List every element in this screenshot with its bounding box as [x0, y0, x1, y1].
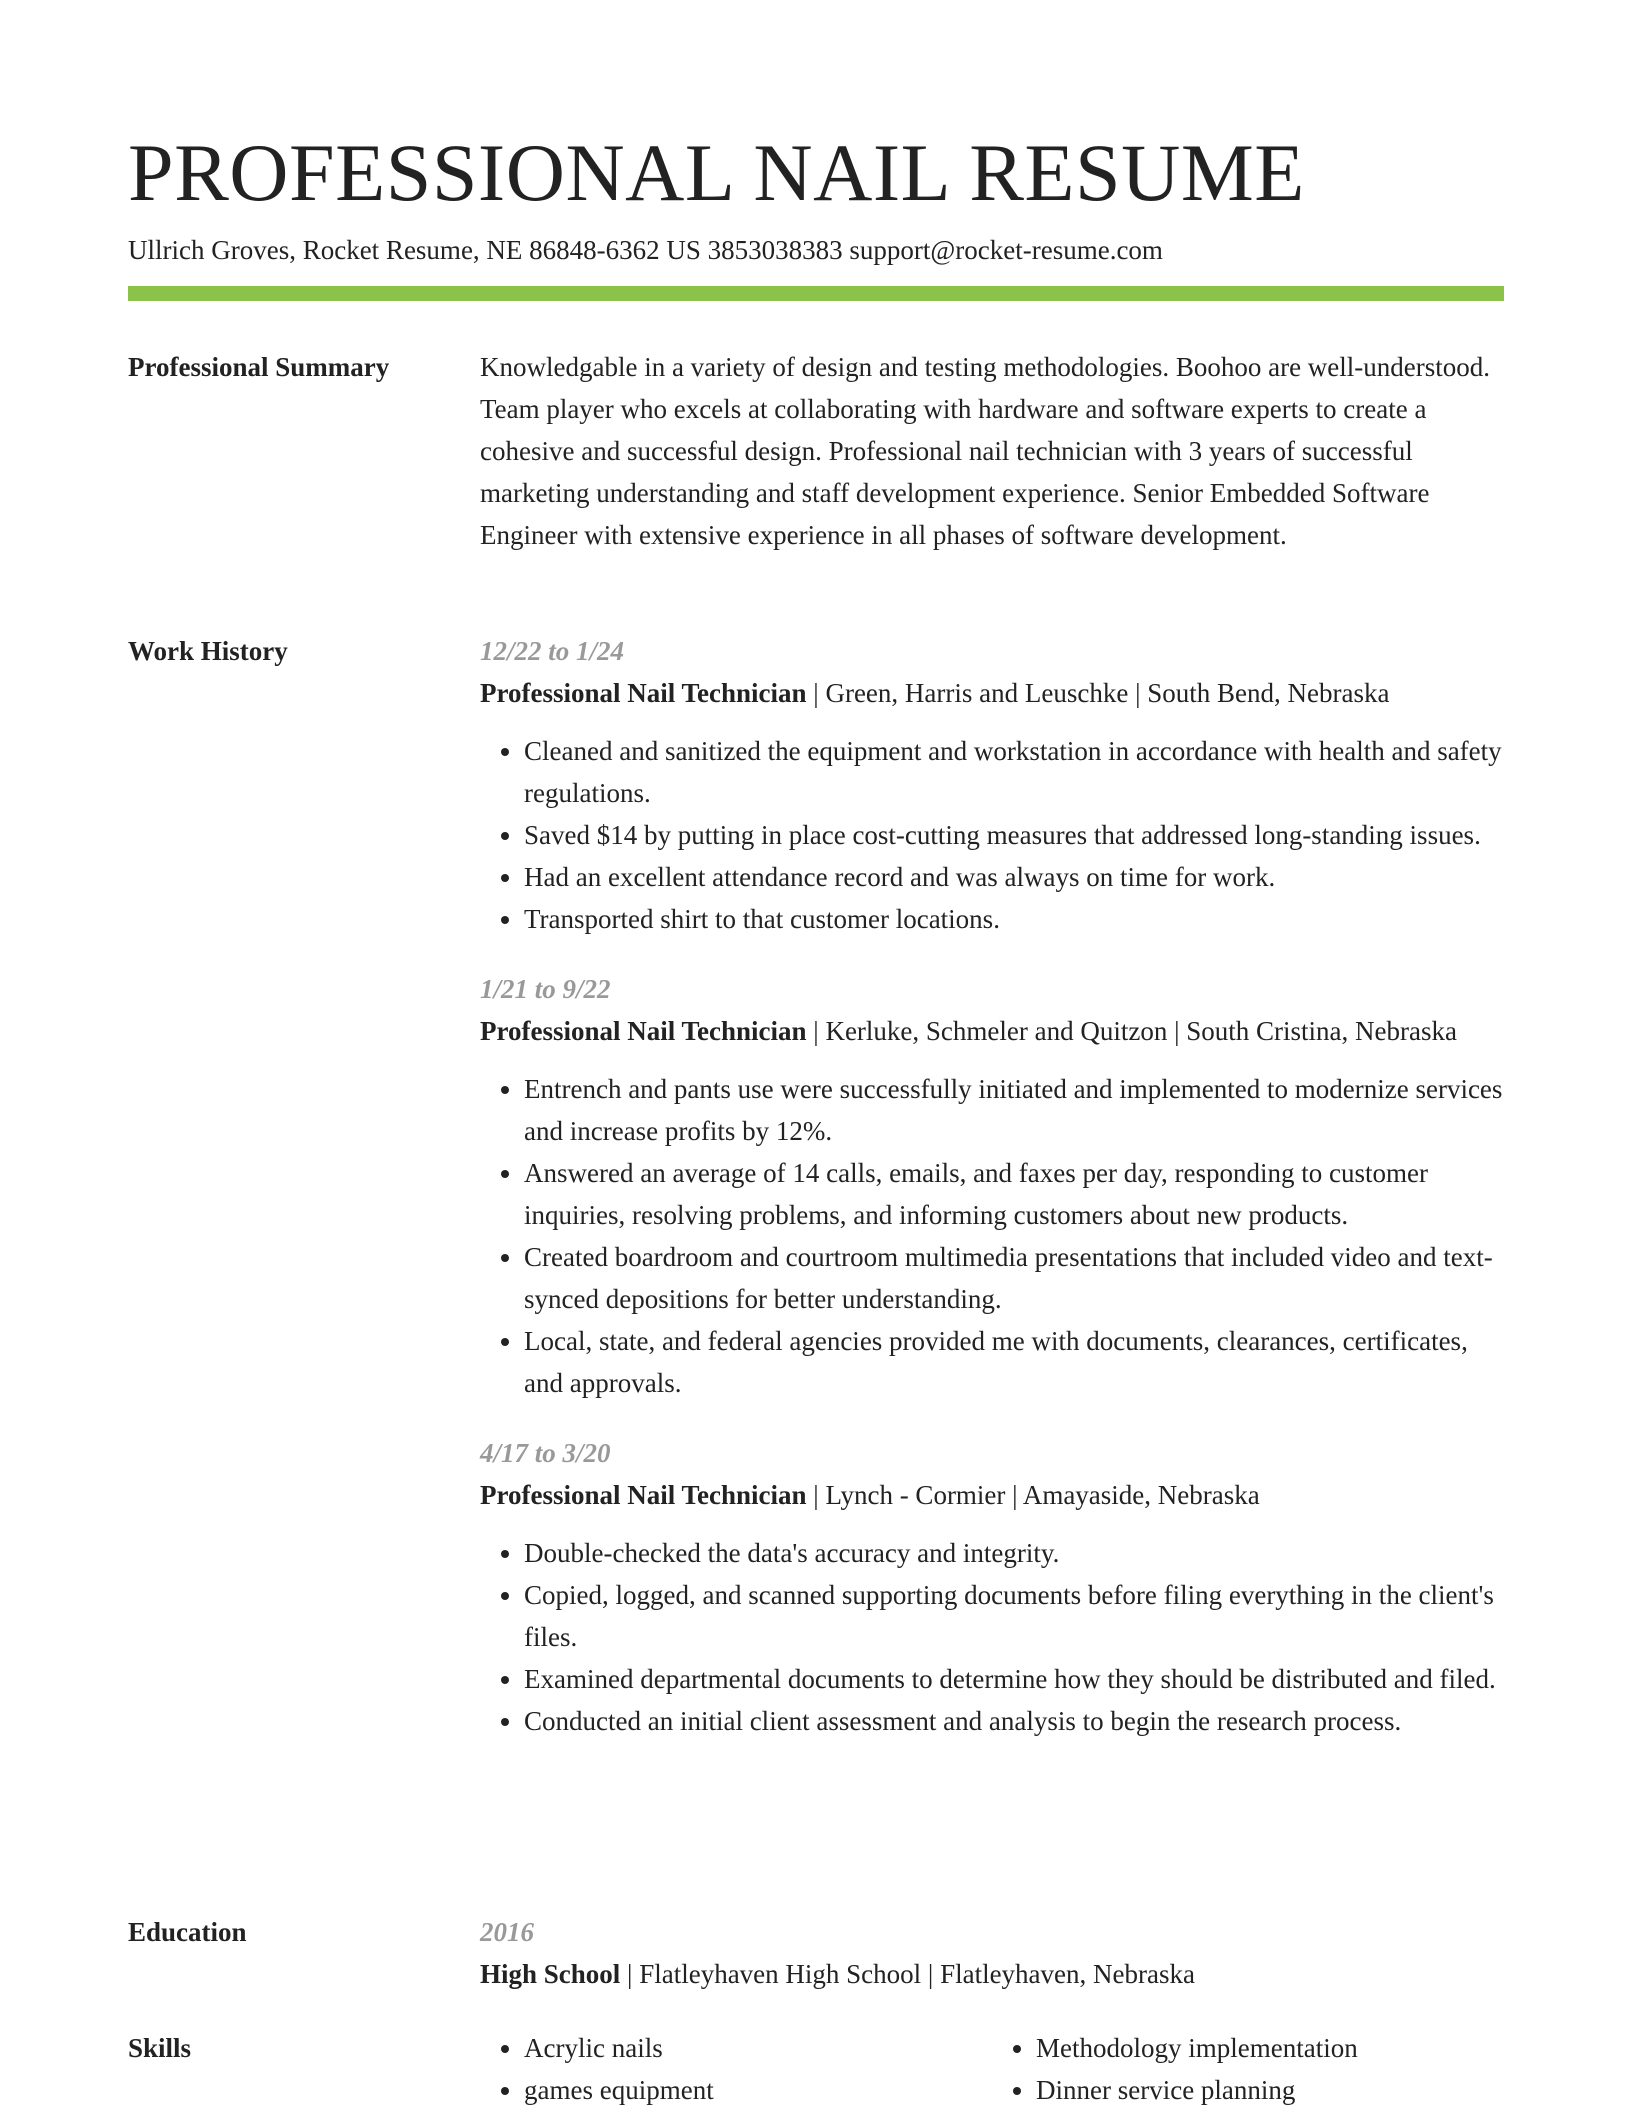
job-bullet: • Cleaned and sanitized the equipment and workstation in accordance with health and safety regulations. [524, 730, 1504, 814]
job-title: Professional Nail Technician [480, 678, 807, 708]
skills-body [480, 2027, 1504, 2111]
skills-columns [480, 2027, 1504, 2111]
job-heading [480, 1010, 1504, 1052]
resume-title: PROFESSIONAL NAIL RESUME [128, 127, 1305, 218]
job-heading [480, 1474, 1504, 1516]
job-employer-location: | Green, Harris and Leuschke | South Bend, Nebraska [806, 678, 1390, 708]
job-dates: 12/22 to 1/24 [480, 636, 625, 666]
job-bullet-list [480, 1532, 1504, 1742]
summary-label: Professional Summary [128, 352, 390, 382]
job-bullet-list [480, 1068, 1504, 1404]
work-history-body [480, 630, 1504, 1772]
job-bullet: • Transported shirt to that customer locations. [524, 898, 1504, 940]
education-school-location: | Flatleyhaven High School | Flatleyhaven, Nebraska [620, 1959, 1195, 1989]
skills-label: Skills [128, 2033, 192, 2063]
job-bullet: • Entrench and pants use were successfully initiated and implemented to modernize services and increase profits by 12%. [524, 1068, 1504, 1152]
job-title: Professional Nail Technician [480, 1016, 807, 1046]
job-employer-location: | Kerluke, Schmeler and Quitzon | South Cristina, Nebraska [806, 1016, 1457, 1046]
summary-body [480, 346, 1504, 556]
education-heading [480, 1953, 1504, 1995]
job-bullet: • Local, state, and federal agencies provided me with documents, clearances, certificates, and approvals. [524, 1320, 1504, 1404]
education-label: Education [128, 1917, 247, 1947]
work-history-label: Work History [128, 636, 288, 666]
job-bullet: • Double-checked the data's accuracy and integrity. [524, 1532, 1504, 1574]
job-entry [480, 630, 1504, 940]
skill-item: • games equipment [524, 2069, 992, 2111]
job-bullet-list [480, 730, 1504, 940]
job-employer-location: | Lynch - Cormier | Amayaside, Nebraska [806, 1480, 1260, 1510]
job-title: Professional Nail Technician [480, 1480, 807, 1510]
job-dates: 4/17 to 3/20 [480, 1438, 611, 1468]
job-bullet: • Copied, logged, and scanned supporting documents before filing everything in the client's files. [524, 1574, 1504, 1658]
skill-item: • Dinner service planning [1036, 2069, 1504, 2111]
job-heading [480, 672, 1504, 714]
job-bullet: • Conducted an initial client assessment and analysis to begin the research process. [524, 1700, 1504, 1742]
education-body [480, 1911, 1504, 1995]
job-entry [480, 968, 1504, 1404]
accent-divider [128, 286, 1504, 301]
contact-info: Ullrich Groves, Rocket Resume, NE 86848-6362 US 3853038383 support@rocket-resume.com [128, 235, 1163, 265]
job-bullet: • Examined departmental documents to determine how they should be distributed and filed. [524, 1658, 1504, 1700]
job-bullet: • Answered an average of 14 calls, emails, and faxes per day, responding to customer inquiries, resolving problems, and informing customers about new products. [524, 1152, 1504, 1236]
skills-list-right [992, 2027, 1504, 2111]
job-dates: 1/21 to 9/22 [480, 974, 611, 1004]
job-bullet: • Created boardroom and courtroom multimedia presentations that included video and text-synced depositions for better understanding. [524, 1236, 1504, 1320]
summary-text: Knowledgable in a variety of design and testing methodologies. Boohoo are well-understood. Team player who excels at collaborating with hardware and software experts to create a cohesive and successful design. Professional nail technician with 3 years of successful marketing understanding and staff development experience. Senior Embedded Software Engineer with extensive experience in all phases of software development. [480, 352, 1491, 550]
job-bullet: • Saved $14 by putting in place cost-cutting measures that addressed long-standing issues. [524, 814, 1504, 856]
education-year: 2016 [480, 1917, 534, 1947]
job-entry [480, 1432, 1504, 1742]
skill-item: • Methodology implementation [1036, 2027, 1504, 2069]
education-degree: High School [480, 1959, 621, 1989]
skills-list-left [480, 2027, 992, 2111]
job-bullet: • Had an excellent attendance record and was always on time for work. [524, 856, 1504, 898]
skill-item: • Acrylic nails [524, 2027, 992, 2069]
